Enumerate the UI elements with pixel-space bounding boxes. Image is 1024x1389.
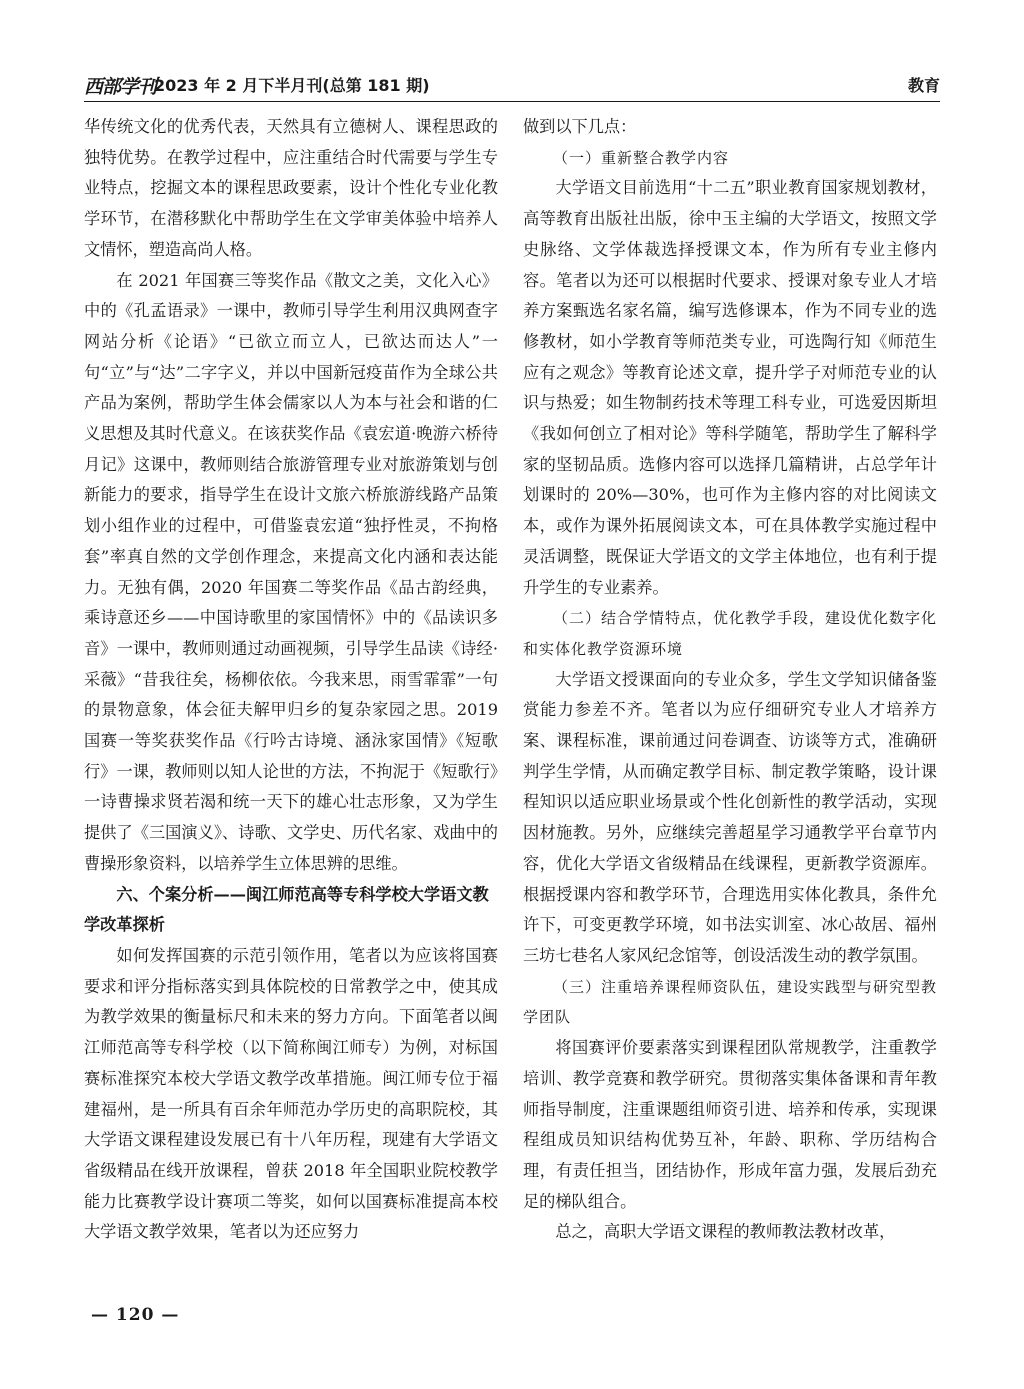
running-header bbox=[84, 70, 940, 100]
paragraph: 在 2021 年国赛三等奖作品《散文之美，文化入心》中的《孔孟语录》一课中，教师引导学生利用汉典网查字网站分析《论语》“已欲立而立人，已欲达而达人”一句“立”与“达”二字字义，并以中国新冠疫苗作为全球公共产品为案例，帮助学生体会儒家以人为本与社会和谐的仁义思想及其时代意义。在该获奖作品《袁宏道·晚游六桥待月记》这课中，教师则结合旅游管理专业对旅游策划与创新能力的要求，指导学生在设计文旅六桥旅游线路产品策划小组作业的过程中，可借鉴袁宏道“独抒性灵，不拘格套”率真自然的文学创作理念，来提高文化内涵和表达能力。无独有偶，2020 年国赛二等奖作品《品古韵经典，乘诗意还乡——中国诗歌里的家国情怀》中的《品读识多音》一课中，教师则通过动画视频，引导学生品读《诗经·采薇》“昔我往矣，杨柳依依。今我来思，雨雪霏霏”一句的景物意象，体会征夫解甲归乡的复杂家园之思。2019 国赛一等奖获奖作品《行吟古诗境、涵泳家国情》《短歌行》一课，教师则以知人论世的方法，不拘泥于《短歌行》一诗曹操求贤若渴和统一天下的雄心壮志形象，又为学生提供了《三国演义》、诗歌、文学史、历代名家、戏曲中的曹操形象资料，以培养学生立体思辨的思维。 bbox=[84, 270, 498, 873]
right-column bbox=[523, 112, 937, 1248]
subsection-heading: （一）重新整合教学内容 bbox=[553, 148, 730, 167]
section-label: 教育 bbox=[907, 76, 940, 95]
paragraph: 大学语文目前选用“十二五”职业教育国家规划教材，高等教育出版社出版，徐中玉主编的大学语文，按照文学史脉络、文学体裁选择授课文本，作为所有专业主修内容。笔者以为还可以根据时代要求、授课对象专业人才培养方案甄选名家名篇，编写选修课本，作为不同专业的选修教材，如小学教育等师范类专业，可选陶行知《师范生应有之观念》等教育论述文章，提升学子对师范专业的认识与热爱；如生物制药技术等理工科专业，可选爱因斯坦《我如何创立了相对论》等科学随笔，帮助学生了解科学家的坚韧品质。选修内容可以选择几篇精讲，占总学年计划课时的 20%—30%，也可作为主修内容的对比阅读文本，或作为课外拓展阅读文本，可在具体教学实施过程中灵活调整，既保证大学语文的文学主体地位，也有利于提升学生的专业素养。 bbox=[523, 178, 937, 597]
paragraph: 做到以下几点： bbox=[523, 117, 637, 136]
section-heading: 六、个案分析——闽江师范高等专科学校大学语文教学改革探析 bbox=[84, 884, 489, 935]
page-number: — 120 — bbox=[91, 1305, 180, 1325]
subsection-heading: （三）注重培养课程师资队伍，建设实践型与研究型教学团队 bbox=[523, 977, 938, 1027]
paragraph: 将国赛评价要素落实到课程团队常规教学，注重教学培训、教学竞赛和教学研究。贯彻落实集体备课和青年教师指导制度，注重课题组师资引进、培养和传承，实现课程组成员知识结构优势互补，年龄、职称、学历结构合理，有责任担当，团结协作，形成年富力强，发展后劲充足的梯队组合。 bbox=[523, 1038, 937, 1211]
paragraph: 总之，高职大学语文课程的教师教法教材改革， bbox=[555, 1222, 896, 1242]
paragraph: 华传统文化的优秀代表，天然具有立德树人、课程思政的独特优势。在教学过程中，应注重结合时代需要与学生专业特点，挖掘文本的课程思政要素，设计个性化专业化教学环节，在潜移默化中帮助学生在文学审美体验中培养人文情怀，塑造高尚人格。 bbox=[84, 117, 498, 259]
issue-info: 2023 年 2 月下半月刊(总第 181 期) bbox=[154, 76, 430, 95]
subsection-heading: （二）结合学情特点，优化教学手段，建设优化数字化和实体化教学资源环境 bbox=[523, 609, 938, 658]
journal-logo: 西部学刊 bbox=[84, 76, 157, 98]
left-column bbox=[84, 112, 498, 1248]
paragraph: 如何发挥国赛的示范引领作用，笔者以为应该将国赛要求和评分指标落实到具体院校的日常教学之中，使其成为教学效果的衡量标尺和未来的努力方向。下面笔者以闽江师范高等专科学校（以下简称闽江师专）为例，对标国赛标准探究本校大学语文教学改革措施。闽江师专位于福建福州，是一所具有百余年师范办学历史的高职院校，其大学语文课程建设发展已有十八年历程，现建有大学语文省级精品在线开放课程，曾获 2018 年全国职业院校教学能力比赛教学设计赛项二等奖，如何以国赛标准提高本校大学语文教学效果，笔者以为还应努力 bbox=[84, 945, 498, 1242]
header-rule bbox=[84, 101, 940, 102]
paragraph: 大学语文授课面向的专业众多，学生文学知识储备鉴赏能力参差不齐。笔者以为应仔细研究专业人才培养方案、课程标准，课前通过问卷调查、访谈等方式，准确研判学生学情，从而确定教学目标、制定教学策略，设计课程知识以适应职业场景或个性化创新性的教学活动，实现因材施教。另外，应继续完善超星学习通教学平台章节内容，优化大学语文省级精品在线课程，更新教学资源库。根据授课内容和教学环节，合理选用实体化教具，条件允许下，可变更教学环境，如书法实训室、冰心故居、福州三坊七巷名人家风纪念馆等，创设活泼生动的教学氛围。 bbox=[523, 669, 937, 965]
